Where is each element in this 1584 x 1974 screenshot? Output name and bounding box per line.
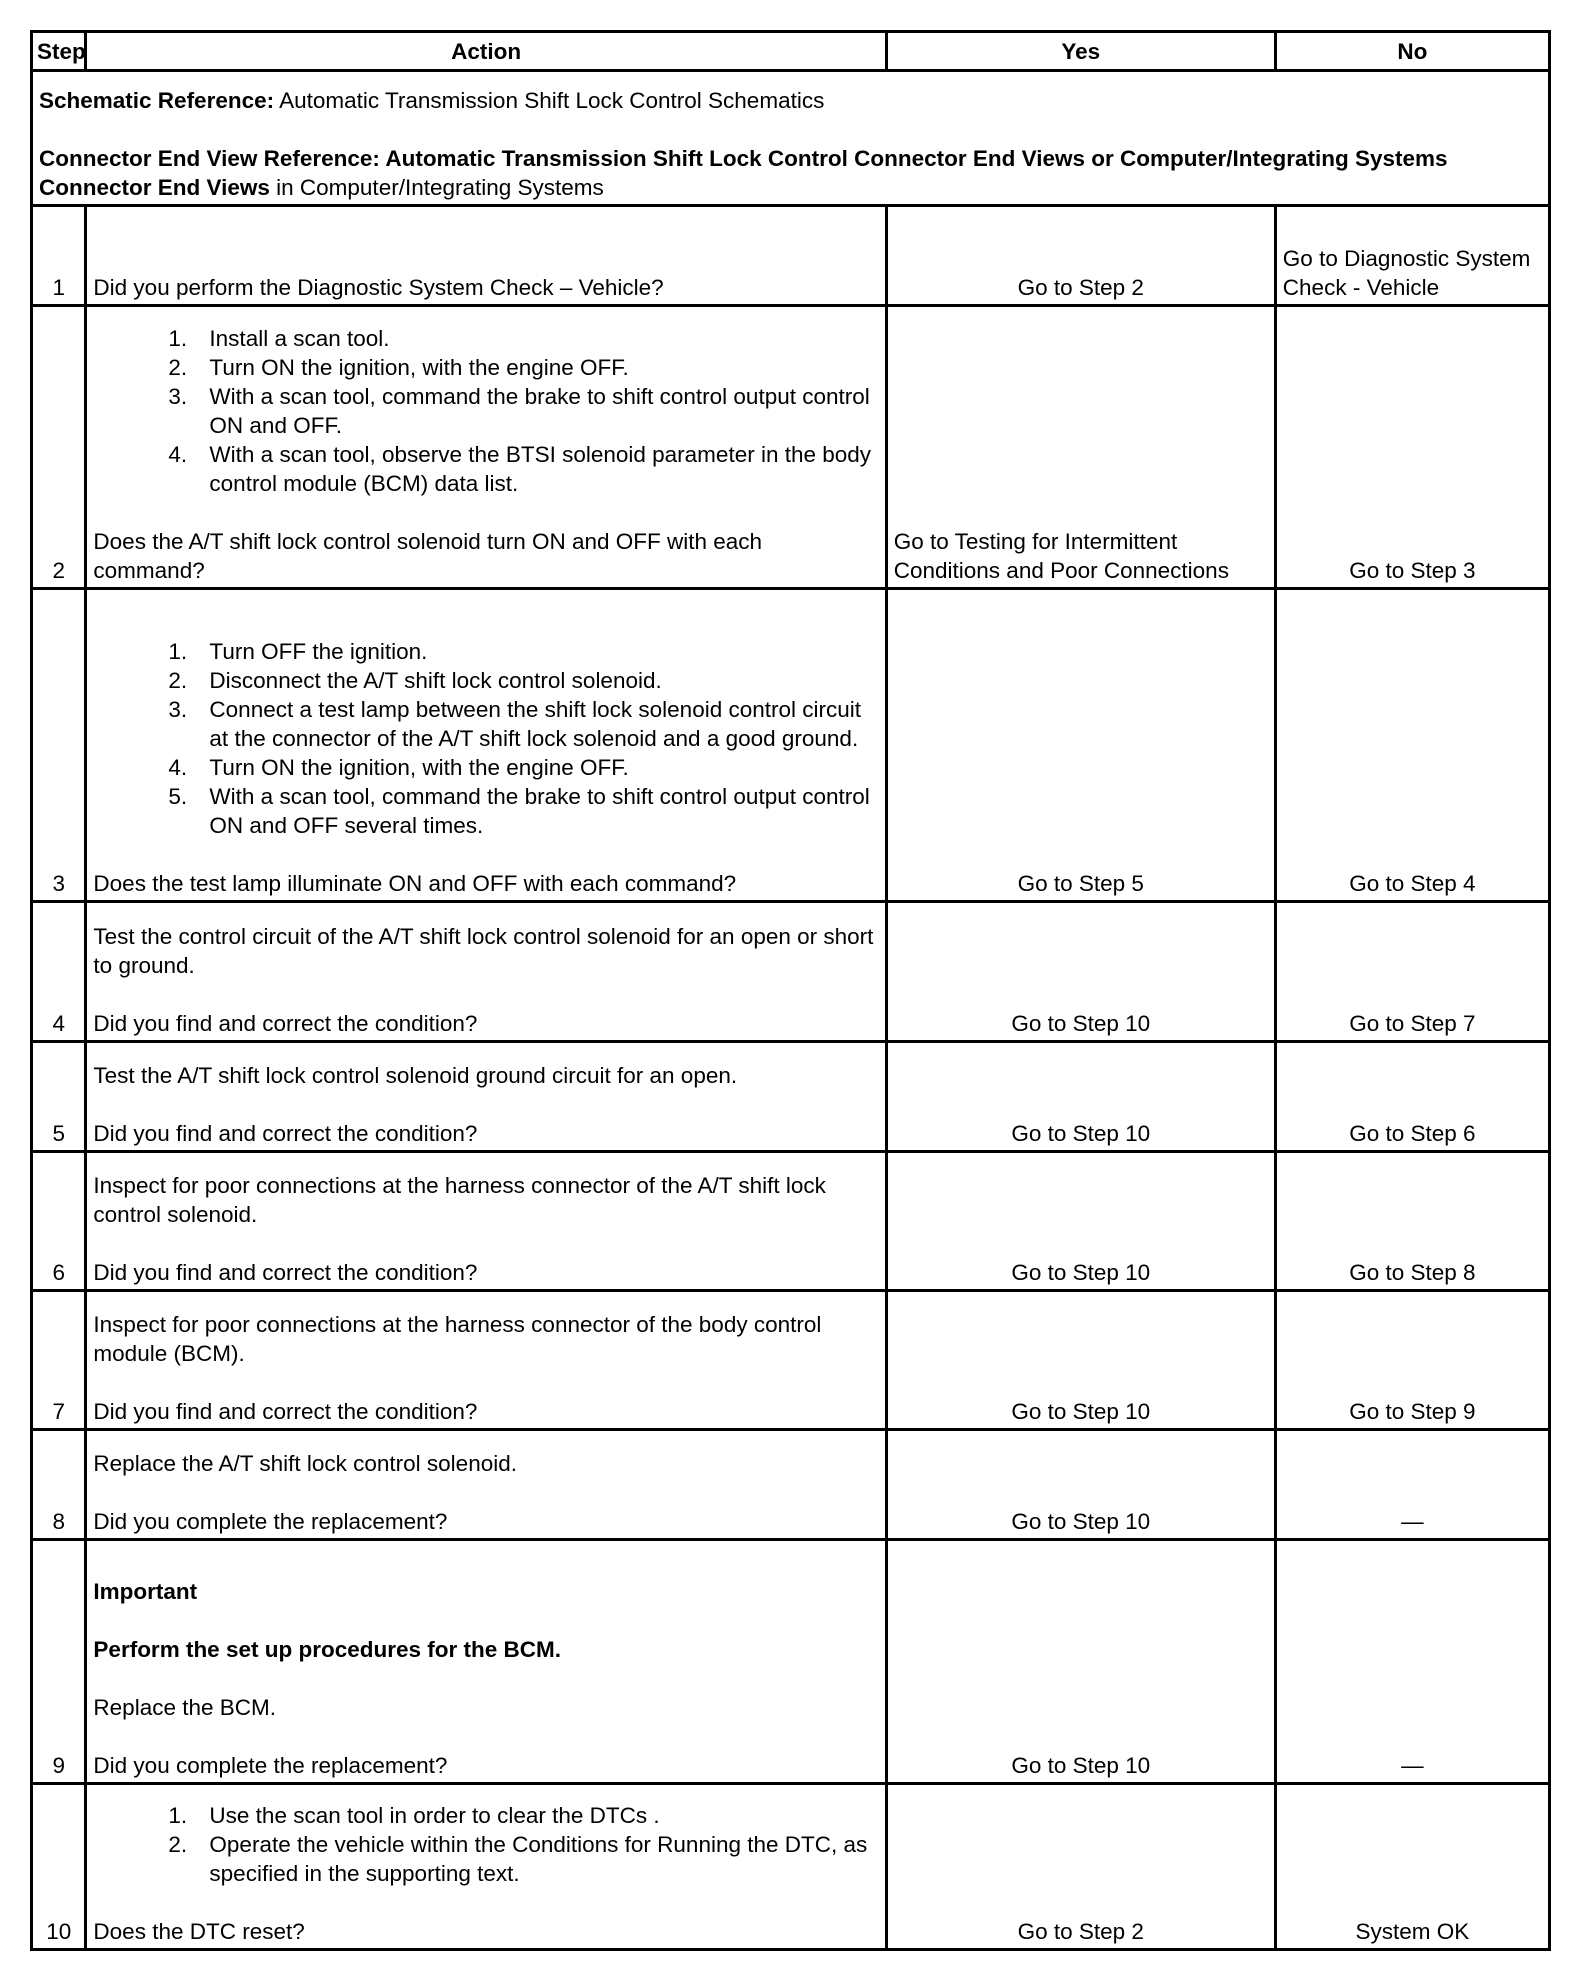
step-number: 8 bbox=[32, 1430, 86, 1540]
action-question: Did you perform the Diagnostic System Check – Vehicle? bbox=[93, 275, 664, 300]
reference-cell bbox=[32, 71, 1550, 206]
yes-outcome[interactable]: Go to Step 10 bbox=[886, 1152, 1275, 1291]
action-text: Replace the BCM. bbox=[93, 1695, 277, 1720]
action-cell bbox=[86, 206, 886, 306]
action-steps bbox=[93, 324, 878, 498]
action-question: Does the test lamp illuminate ON and OFF with each command? bbox=[93, 871, 737, 896]
action-question: Does the A/T shift lock control solenoid turn ON and OFF with each command? bbox=[93, 529, 763, 583]
yes-outcome[interactable]: Go to Step 2 bbox=[886, 206, 1275, 306]
list-item: 2. Turn ON the ignition, with the engine OFF. bbox=[193, 353, 878, 382]
step-number: 1 bbox=[32, 206, 86, 306]
step-number: 10 bbox=[32, 1784, 86, 1950]
action-text: Test the control circuit of the A/T shift lock control solenoid for an open or short to ground. bbox=[93, 924, 874, 978]
header-step: Step bbox=[32, 32, 86, 71]
header-action: Action bbox=[86, 32, 886, 71]
no-outcome[interactable]: Go to Step 6 bbox=[1275, 1042, 1549, 1152]
table-row bbox=[32, 589, 1550, 902]
list-item: 3. With a scan tool, command the brake to shift control output control ON and OFF. bbox=[193, 382, 878, 440]
header-no: No bbox=[1275, 32, 1549, 71]
no-outcome[interactable]: Go to Step 9 bbox=[1275, 1291, 1549, 1430]
yes-outcome[interactable]: Go to Step 10 bbox=[886, 902, 1275, 1042]
table-row bbox=[32, 1540, 1550, 1784]
no-outcome: — bbox=[1275, 1430, 1549, 1540]
list-item: 4. With a scan tool, observe the BTSI solenoid parameter in the body control module (BCM) data list. bbox=[193, 440, 878, 498]
table-row bbox=[32, 1042, 1550, 1152]
step-number: 4 bbox=[32, 902, 86, 1042]
step-number: 3 bbox=[32, 589, 86, 902]
action-text: Replace the A/T shift lock control solenoid. bbox=[93, 1451, 517, 1476]
step-number: 9 bbox=[32, 1540, 86, 1784]
reference-row bbox=[32, 71, 1550, 206]
action-cell bbox=[86, 1152, 886, 1291]
table-row bbox=[32, 206, 1550, 306]
action-question: Did you find and correct the condition? bbox=[93, 1260, 478, 1285]
action-cell bbox=[86, 1430, 886, 1540]
no-outcome: System OK bbox=[1275, 1784, 1549, 1950]
list-item: 2. Disconnect the A/T shift lock control solenoid. bbox=[193, 666, 878, 695]
step-number: 6 bbox=[32, 1152, 86, 1291]
yes-outcome[interactable]: Go to Step 2 bbox=[886, 1784, 1275, 1950]
action-question: Did you complete the replacement? bbox=[93, 1509, 448, 1534]
no-outcome[interactable]: Go to Step 4 bbox=[1275, 589, 1549, 902]
action-cell bbox=[86, 589, 886, 902]
list-item: 1. Turn OFF the ignition. bbox=[193, 637, 878, 666]
header-yes: Yes bbox=[886, 32, 1275, 71]
action-text: Inspect for poor connections at the harness connector of the body control module (BCM). bbox=[93, 1312, 822, 1366]
action-steps bbox=[93, 1801, 878, 1888]
no-outcome[interactable]: Go to Step 7 bbox=[1275, 902, 1549, 1042]
important-heading: Important bbox=[93, 1579, 198, 1604]
action-text: Inspect for poor connections at the harness connector of the A/T shift lock control solenoid. bbox=[93, 1173, 826, 1227]
action-question: Did you find and correct the condition? bbox=[93, 1121, 478, 1146]
no-outcome[interactable]: Go to Step 3 bbox=[1275, 306, 1549, 589]
step-number: 2 bbox=[32, 306, 86, 589]
diagnostic-table bbox=[30, 30, 1551, 1951]
yes-outcome[interactable]: Go to Testing for Intermittent Conditions and Poor Connections bbox=[886, 306, 1275, 589]
list-item: 1. Use the scan tool in order to clear the DTCs . bbox=[193, 1801, 878, 1830]
table-row bbox=[32, 902, 1550, 1042]
list-item: 1. Install a scan tool. bbox=[193, 324, 878, 353]
list-item: 2. Operate the vehicle within the Conditions for Running the DTC, as specified in the supporting text. bbox=[193, 1830, 878, 1888]
action-question: Did you complete the replacement? bbox=[93, 1753, 448, 1778]
yes-outcome[interactable]: Go to Step 10 bbox=[886, 1430, 1275, 1540]
list-item: 4. Turn ON the ignition, with the engine OFF. bbox=[193, 753, 878, 782]
connector-reference bbox=[39, 144, 1542, 202]
header-row bbox=[32, 32, 1550, 71]
table-row bbox=[32, 1430, 1550, 1540]
action-question: Does the DTC reset? bbox=[93, 1919, 305, 1944]
connector-reference-label[interactable]: Connector End View Reference: Automatic Transmission Shift Lock Control Connector End Views or Computer/Integrating Systems Connector End Views bbox=[39, 146, 1448, 200]
table-row bbox=[32, 1152, 1550, 1291]
yes-outcome[interactable]: Go to Step 10 bbox=[886, 1042, 1275, 1152]
table-row bbox=[32, 1291, 1550, 1430]
step-number: 7 bbox=[32, 1291, 86, 1430]
schematic-reference-link[interactable]: Automatic Transmission Shift Lock Control Schematics bbox=[274, 88, 825, 113]
action-cell bbox=[86, 1291, 886, 1430]
action-question: Did you find and correct the condition? bbox=[93, 1011, 478, 1036]
important-note: Perform the set up procedures for the BCM. bbox=[93, 1637, 561, 1662]
table-row bbox=[32, 1784, 1550, 1950]
action-cell bbox=[86, 902, 886, 1042]
no-outcome[interactable]: Go to Diagnostic System Check - Vehicle bbox=[1275, 206, 1549, 306]
no-outcome[interactable]: Go to Step 8 bbox=[1275, 1152, 1549, 1291]
connector-reference-text: in Computer/Integrating Systems bbox=[269, 175, 604, 200]
action-question: Did you find and correct the condition? bbox=[93, 1399, 478, 1424]
list-item: 3. Connect a test lamp between the shift lock solenoid control circuit at the connector of the A/T shift lock solenoid and a good ground. bbox=[193, 695, 878, 753]
action-text: Test the A/T shift lock control solenoid ground circuit for an open. bbox=[93, 1063, 738, 1088]
action-cell bbox=[86, 1042, 886, 1152]
table-row bbox=[32, 306, 1550, 589]
schematic-reference-label: Schematic Reference: bbox=[39, 88, 275, 113]
action-cell bbox=[86, 306, 886, 589]
yes-outcome[interactable]: Go to Step 5 bbox=[886, 589, 1275, 902]
schematic-reference bbox=[39, 86, 1542, 115]
yes-outcome[interactable]: Go to Step 10 bbox=[886, 1291, 1275, 1430]
yes-outcome[interactable]: Go to Step 10 bbox=[886, 1540, 1275, 1784]
action-cell bbox=[86, 1784, 886, 1950]
no-outcome: — bbox=[1275, 1540, 1549, 1784]
step-number: 5 bbox=[32, 1042, 86, 1152]
action-cell bbox=[86, 1540, 886, 1784]
list-item: 5. With a scan tool, command the brake to shift control output control ON and OFF several times. bbox=[193, 782, 878, 840]
action-steps bbox=[93, 637, 878, 840]
